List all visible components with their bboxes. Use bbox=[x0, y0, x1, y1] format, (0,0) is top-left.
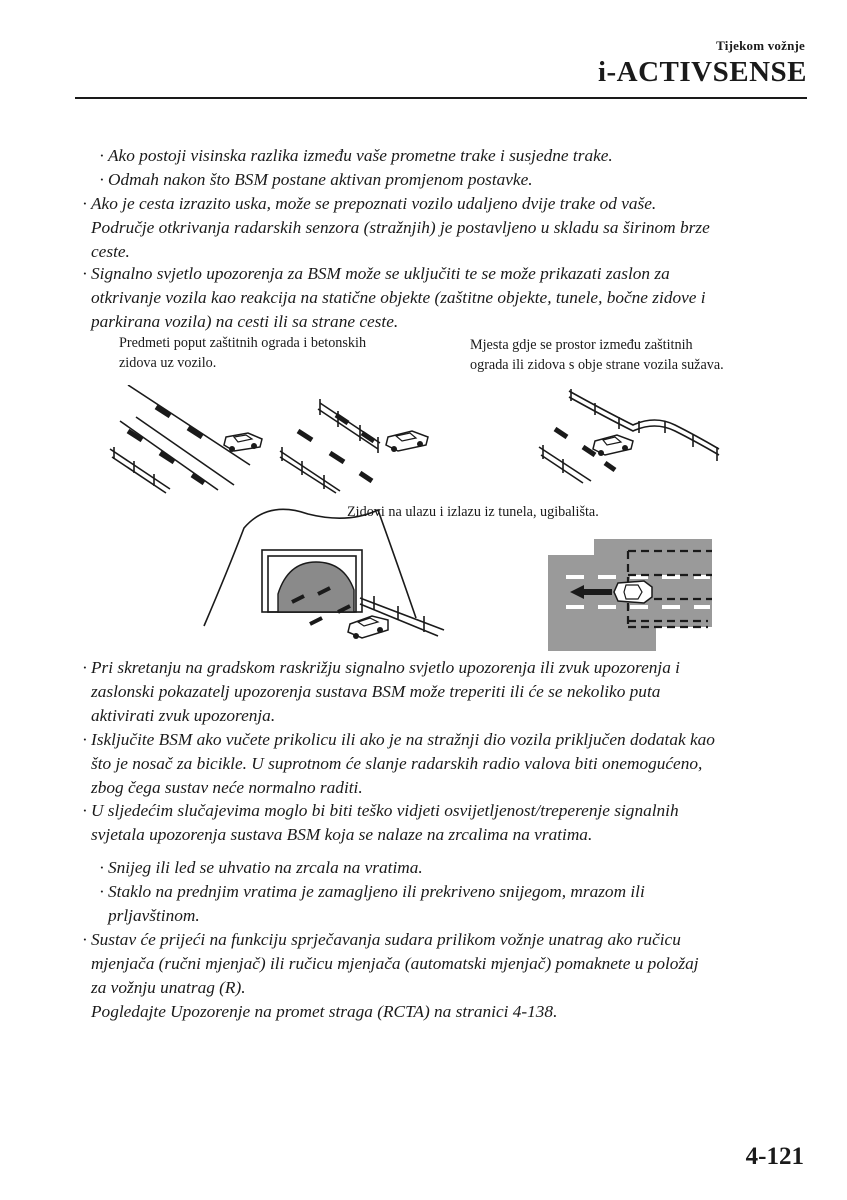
sub-bullet-snow: · Snijeg ili led se uhvatio na zrcala na vratima. bbox=[108, 856, 423, 880]
car-icon bbox=[386, 431, 428, 452]
sub-bullet-glass: · Staklo na prednjim vratima je zamagljeno ili prekriveno snijegom, mrazom ili prljavštinom. bbox=[99, 882, 645, 925]
bullet-dot: · bbox=[82, 730, 88, 749]
bullet-trailer: · Isključite BSM ako vučete prikolicu ili ako je na stražnji dio vozila priključen dodatak kao što je nosač za bicikle. U suprotnom će slanje radarskih radio valova biti onemogućeno, zbog čega sustav neće normalno raditi. bbox=[82, 730, 715, 797]
caption-narrowing: Mjesta gdje se prostor između zaštitnih ograda ili zidova s obje strane vozila sužava. bbox=[470, 337, 724, 373]
bullet-dot: · bbox=[99, 170, 105, 189]
bullet-dot: · bbox=[82, 264, 88, 283]
bullet-dot: · bbox=[99, 858, 105, 877]
caption-tunnel: Zidovi na ulazu i izlazu iz tunela, ugibališta. bbox=[347, 504, 599, 520]
illustration-guardrail-highway bbox=[100, 385, 280, 495]
header-divider bbox=[75, 97, 807, 99]
illustration-tunnel bbox=[198, 500, 448, 655]
car-icon bbox=[593, 435, 633, 456]
page-number: 4-121 bbox=[745, 1143, 804, 1170]
car-icon bbox=[224, 433, 262, 452]
bullet-dot: · bbox=[82, 658, 88, 677]
bullet-static-objects: · Signalno svjetlo upozorenja za BSM može se uključiti te se može prikazati zaslon za otkrivanje vozila kao reakcija na statične objekte (zaštitne objekte, tunele, bočne zidove i parkirana vozila) na cesti ili sa strane ceste. bbox=[82, 264, 706, 331]
bullet-dot: · bbox=[82, 930, 88, 949]
sub-bullet-height: · Ako postoji visinska razlika između vaše prometne trake i susjedne trake. bbox=[108, 144, 613, 168]
page-title: i-ACTIVSENSE bbox=[597, 56, 807, 88]
car-icon bbox=[348, 616, 388, 639]
page-reference: Pogledajte Upozorenje na promet straga (RCTA) na stranici 4-138. bbox=[91, 1002, 558, 1021]
sub-bullet-activation: · Odmah nakon što BSM postane aktivan promjenom postavke. bbox=[108, 168, 533, 192]
bullet-reverse: · Sustav će prijeći na funkciju sprječavanja sudara prilikom vožnje unatrag ako ručicu mjenjača (ručni mjenjač) ili ručicu mjenjača (automatski mjenjač) pomaknete u položaj za vožnju unatrag (R). Pogledajte Upozorenje na promet straga (RCTA) na stranici 4-138. bbox=[82, 930, 699, 1021]
bullet-intersection: · Pri skretanju na gradskom raskrižju signalno svjetlo upozorenja ili zvuk upozorenja i zaslonski pokazatelj upozorenja sustava BSM može treperiti ili će se nekoliko puta aktivirati zvuk upozorenja. bbox=[82, 658, 680, 725]
caption-guardrails: Predmeti poput zaštitnih ograda i betonskih zidova uz vozilo. bbox=[119, 335, 367, 371]
bullet-narrow-road: · Ako je cesta izrazito uska, može se prepoznati vozilo udaljeno dvije trake od vaše. Područje otkrivanja radarskih senzora (stražnjih) je postavljeno u skladu sa širinom brze ceste. bbox=[82, 194, 710, 261]
illustration-parking-bay bbox=[548, 535, 718, 655]
bullet-dot: · bbox=[99, 882, 105, 901]
illustration-narrowing-barriers bbox=[535, 385, 725, 485]
car-icon bbox=[614, 581, 652, 603]
bullet-dot: · bbox=[99, 146, 105, 165]
bullet-visibility: · U sljedećim slučajevima moglo bi biti teško vidjeti osvijetljenost/treperenje signalnih svjetala upozorenja sustava BSM koja se nalaze na zrcalima na vratima. bbox=[82, 801, 679, 844]
section-label: Tijekom vožnje bbox=[716, 38, 805, 53]
bullet-dot: · bbox=[82, 801, 88, 820]
bullet-dot: · bbox=[82, 194, 88, 213]
illustration-concrete-wall bbox=[272, 385, 452, 495]
